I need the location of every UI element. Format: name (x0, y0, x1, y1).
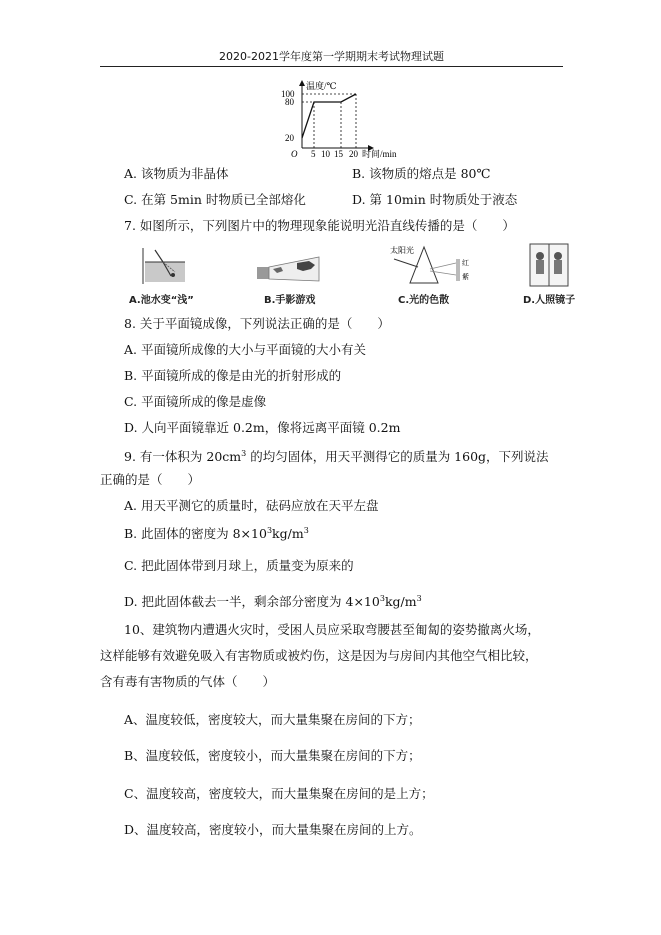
temperature-curve (302, 94, 356, 138)
q7-image-d-mirror (526, 242, 572, 288)
q7-caption-d: D.人照镜子 (523, 295, 576, 306)
q6-option-a: A. 该物质为非晶体 (124, 166, 229, 181)
q9-option-b (124, 523, 309, 542)
sunlight-label: 太阳光 (390, 246, 414, 255)
page-header: 2020-2021学年度第一学期期末考试物理试题 (219, 50, 444, 63)
q10-option-a: A、温度较低，密度较大，而大量集聚在房间的下方； (124, 712, 421, 727)
origin-label: O (291, 149, 298, 158)
q7-caption-b: B.手影游戏 (264, 295, 316, 306)
x-tick-10: 10 (321, 149, 330, 158)
q8-option-d: D. 人向平面镜靠近 0.2m，像将远离平面镜 0.2m (124, 420, 401, 435)
y-tick-20: 20 (285, 133, 294, 143)
q9-option-d-exp: 3 (379, 594, 385, 603)
q9-option-a: A. 用天平测它的质量时，砝码应放在天平左盘 (124, 498, 379, 513)
q10-option-c: C、温度较高，密度较大，而大量集聚在房间的是上方； (124, 786, 434, 801)
q9-stem-part-a: 9. 有一体积为 20cm (124, 449, 242, 465)
purple-label: 紫 (462, 273, 469, 281)
red-label: 红 (462, 259, 469, 267)
q9-option-b-unit-exp: 3 (303, 526, 309, 535)
q7-stem: 7. 如图所示，下列图片中的物理现象能说明光沿直线传播的是（ ） (124, 218, 515, 233)
q8-stem: 8. 关于平面镜成像，下列说法正确的是（ ） (124, 316, 390, 331)
q7-caption-c: C.光的色散 (398, 295, 450, 306)
q9-option-d-text: D. 把此固体截去一半，剩余部分密度为 4×10 (124, 594, 380, 610)
q9-option-b-text: B. 此固体的密度为 8×10 (124, 526, 267, 542)
y-tick-100: 100 (281, 89, 295, 99)
q9-stem-part-b: 的均匀固体，用天平测得它的质量为 160g，下列说法 (246, 449, 549, 465)
x-tick-20: 20 (349, 149, 358, 158)
q8-option-b: B. 平面镜所成的像是由光的折射形成的 (124, 368, 342, 383)
q9-option-d (124, 591, 422, 610)
y-axis-label: 温度/℃ (306, 81, 337, 91)
q8-option-c: C. 平面镜所成的像是虚像 (124, 394, 267, 409)
q9-option-c: C. 把此固体带到月球上，质量变为原来的 (124, 558, 354, 573)
q9-option-d-unit: kg/m (384, 594, 417, 610)
q7-image-b-shadow (253, 253, 323, 283)
q7-image-a-pool (133, 244, 191, 288)
q10-stem-line-2: 这样能够有效避免吸入有害物质或被灼伤，这是因为与房间内其他空气相比较， (100, 648, 538, 663)
q10-option-d: D、温度较高，密度较小，而大量集聚在房间的上方。 (124, 822, 422, 837)
q6-option-c: C. 在第 5min 时物质已全部熔化 (124, 192, 306, 207)
q9-option-b-exp: 3 (266, 526, 273, 535)
q8-option-a: A. 平面镜所成像的大小与平面镜的大小有关 (124, 342, 366, 357)
q10-stem-line-3: 含有毒有害物质的气体（ ） (100, 674, 276, 689)
q9-stem-line-2: 正确的是（ ） (100, 472, 201, 487)
x-tick-5: 5 (311, 149, 316, 158)
q10-option-b: B、温度较低，密度较小，而大量集聚在房间的下方； (124, 748, 421, 763)
x-tick-15: 15 (334, 149, 343, 158)
q10-stem-line-1: 10、建筑物内遭遇火灾时，受困人员应采取弯腰甚至匍匐的姿势撤离火场， (124, 622, 540, 637)
q6-option-d: D. 第 10min 时物质处于液态 (352, 192, 518, 207)
q9-stem-sup: 3 (241, 449, 247, 458)
x-axis-label: 时间/min (362, 149, 397, 158)
y-tick-80: 80 (285, 97, 294, 107)
q9-option-d-unit-exp: 3 (416, 594, 422, 603)
q7-image-c-dispersion (390, 243, 470, 289)
q9-option-b-unit: kg/m (272, 526, 304, 542)
temperature-time-graph (276, 78, 426, 158)
header-rule (100, 66, 563, 67)
q7-caption-a: A.池水变“浅” (129, 295, 194, 306)
y-axis-arrow (299, 80, 305, 86)
q9-stem (124, 446, 549, 465)
q6-option-b: B. 该物质的熔点是 80℃ (352, 166, 491, 181)
